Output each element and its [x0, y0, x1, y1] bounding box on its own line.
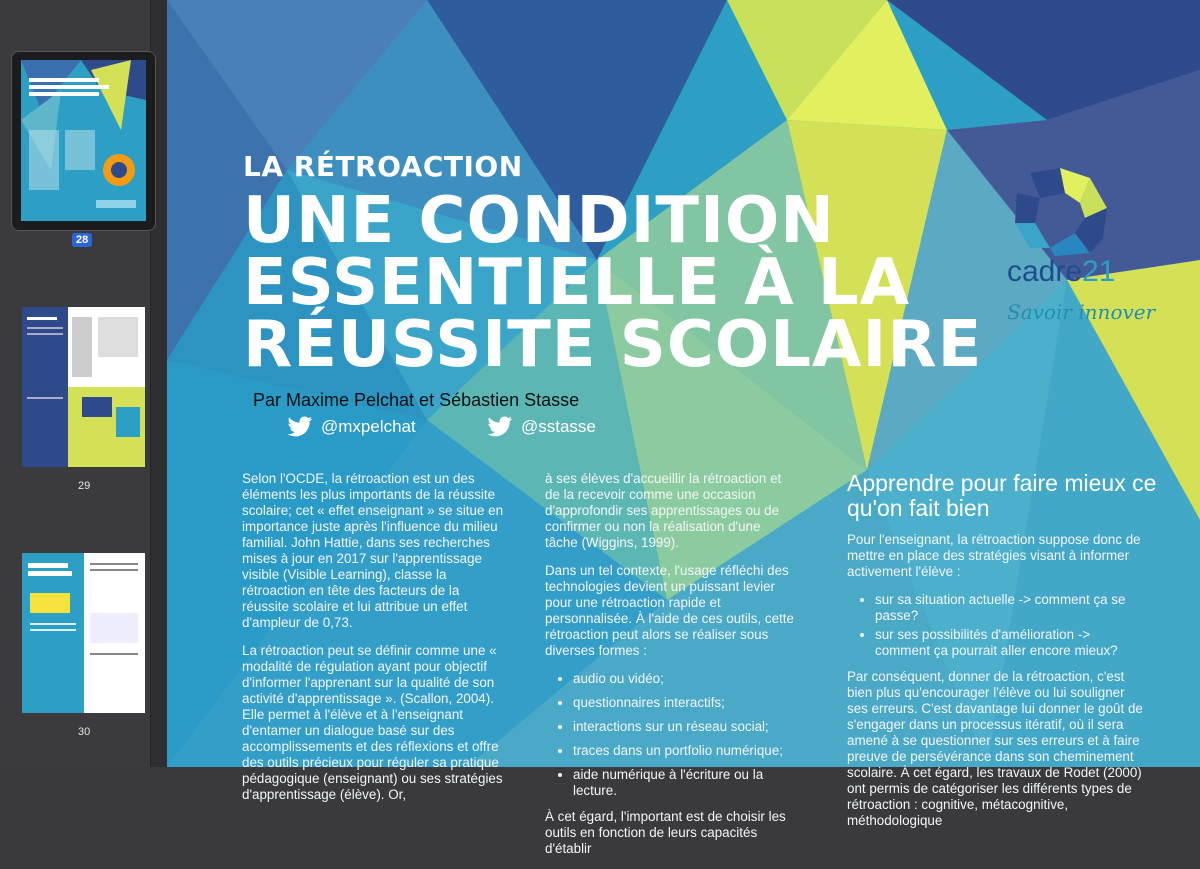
paragraph: Selon l'OCDE, la rétroaction est un des éléments les plus importants de la réussite scolaire; cet « effet enseignant » se situe en importance juste après l'influence du milieu familial. John Hattie, dans ses recherches mises à jour en 2017 sur l'apprentissage visible (Visible Learning), classe la rétroaction en tête des facteurs de la réussite scolaire et lui attribue un effet d'ampleur de 0,73. — [242, 471, 504, 630]
page-thumbnail-30[interactable] — [22, 553, 145, 713]
paragraph: à ses élèves d'accueillir la rétroaction et de la recevoir comme une occasion d'approfondir ses apprentissages ou de confirmer ou non la réalisation d'une tâche (Wiggins, 1999). — [545, 471, 782, 550]
page-number-28: 28 — [72, 233, 92, 247]
page-number-30: 30 — [78, 726, 91, 738]
twitter-bird-icon — [285, 416, 315, 438]
article-column-1 — [242, 471, 504, 815]
paragraph: Dans un tel contexte, l'usage réfléchi des technologies devient un puissant levier pour une rétroaction rapide et personnalisée. À l'aide de ces outils, cette rétroaction peut alors se réaliser sous diverses formes : — [545, 563, 794, 658]
page-30-preview — [22, 553, 145, 713]
twitter-handle-text: @sstasse — [521, 417, 596, 436]
article-title-line-3: RÉUSSITE SCOLAIRE — [243, 308, 983, 382]
paragraph: Par conséquent, donner de la rétroaction, c'est bien plus qu'encourager l'élève ou lui souligner ses erreurs. C'est davantage lui donner le goût de s'engager dans un processus itératif, où il sera amené à se questionner sur ses erreurs et à faire preuve de persévérance dans son cheminement scolaire. À cet égard, les travaux de Rodet (2000) ont permis de catégoriser les différents types de rétroaction : cognitive, métacognitive, méthodologique — [847, 669, 1143, 828]
bullet-list — [847, 592, 1147, 659]
logo-wordmark — [1007, 255, 1115, 289]
list-item: • interactions sur un réseau social; — [573, 719, 795, 735]
paragraph: Pour l'enseignant, la rétroaction suppose donc de mettre en place des stratégies visant à informer activement l'élève : — [847, 532, 1141, 579]
logo-slogan: Savoir innover — [1007, 300, 1156, 324]
page-29-preview — [22, 307, 145, 467]
article-column-2 — [545, 471, 795, 869]
twitter-handle-2[interactable] — [485, 416, 596, 438]
article-kicker: LA RÉTROACTION — [243, 150, 523, 183]
logo-name: cadre — [1007, 255, 1083, 288]
paragraph: À cet égard, l'important est de choisir les outils en fonction de leurs capacités d'établir — [545, 809, 786, 856]
list-item: • traces dans un portfolio numérique; — [573, 743, 795, 759]
page-28-preview — [21, 60, 146, 221]
twitter-bird-icon — [485, 416, 515, 438]
page-thumbnail-28[interactable] — [21, 60, 146, 221]
article-title-line-2: ESSENTIELLE À LA — [243, 246, 911, 320]
list-item: • audio ou vidéo; — [573, 671, 795, 687]
list-item: • questionnaires interactifs; — [573, 695, 795, 711]
list-item: • aide numérique à l'écriture ou la lecture. — [573, 767, 795, 799]
paragraph: La rétroaction peut se définir comme une « modalité de régulation ayant pour objectif d'informer l'apprenant sur la qualité de son activité d'apprentissage ». (Scallon, 2004). Elle permet à l'élève et à l'enseignant d'entamer un dialogue basé sur des accomplissements et des réflexions et offre des outils précieux pour réguler sa pratique pédagogique (enseignant) ou ses stratégies d'apprentissage (élève). Or, — [242, 643, 503, 802]
list-item: • sur sa situation actuelle -> comment ça se passe? — [875, 592, 1147, 624]
byline: Par Maxime Pelchat et Sébastien Stasse — [253, 390, 580, 410]
bullet-list — [545, 671, 795, 799]
page-number-29: 29 — [78, 480, 91, 492]
article-title-line-1: UNE CONDITION — [243, 184, 835, 258]
thumbnail-sidebar — [0, 0, 167, 767]
twitter-handle-text: @mxpelchat — [321, 417, 416, 436]
document-page — [167, 0, 1200, 856]
section-heading: Apprendre pour faire mieux ce qu'on fait bien — [847, 470, 1157, 521]
twitter-handle-1[interactable] — [285, 416, 416, 438]
list-item: • sur ses possibilités d'amélioration -> comment ça pourrait aller encore mieux? — [875, 627, 1147, 659]
cadre21-logo-icon — [995, 168, 1125, 258]
article-column-3 — [847, 532, 1147, 841]
logo-number: 21 — [1082, 255, 1116, 288]
page-thumbnail-29[interactable] — [22, 307, 145, 467]
